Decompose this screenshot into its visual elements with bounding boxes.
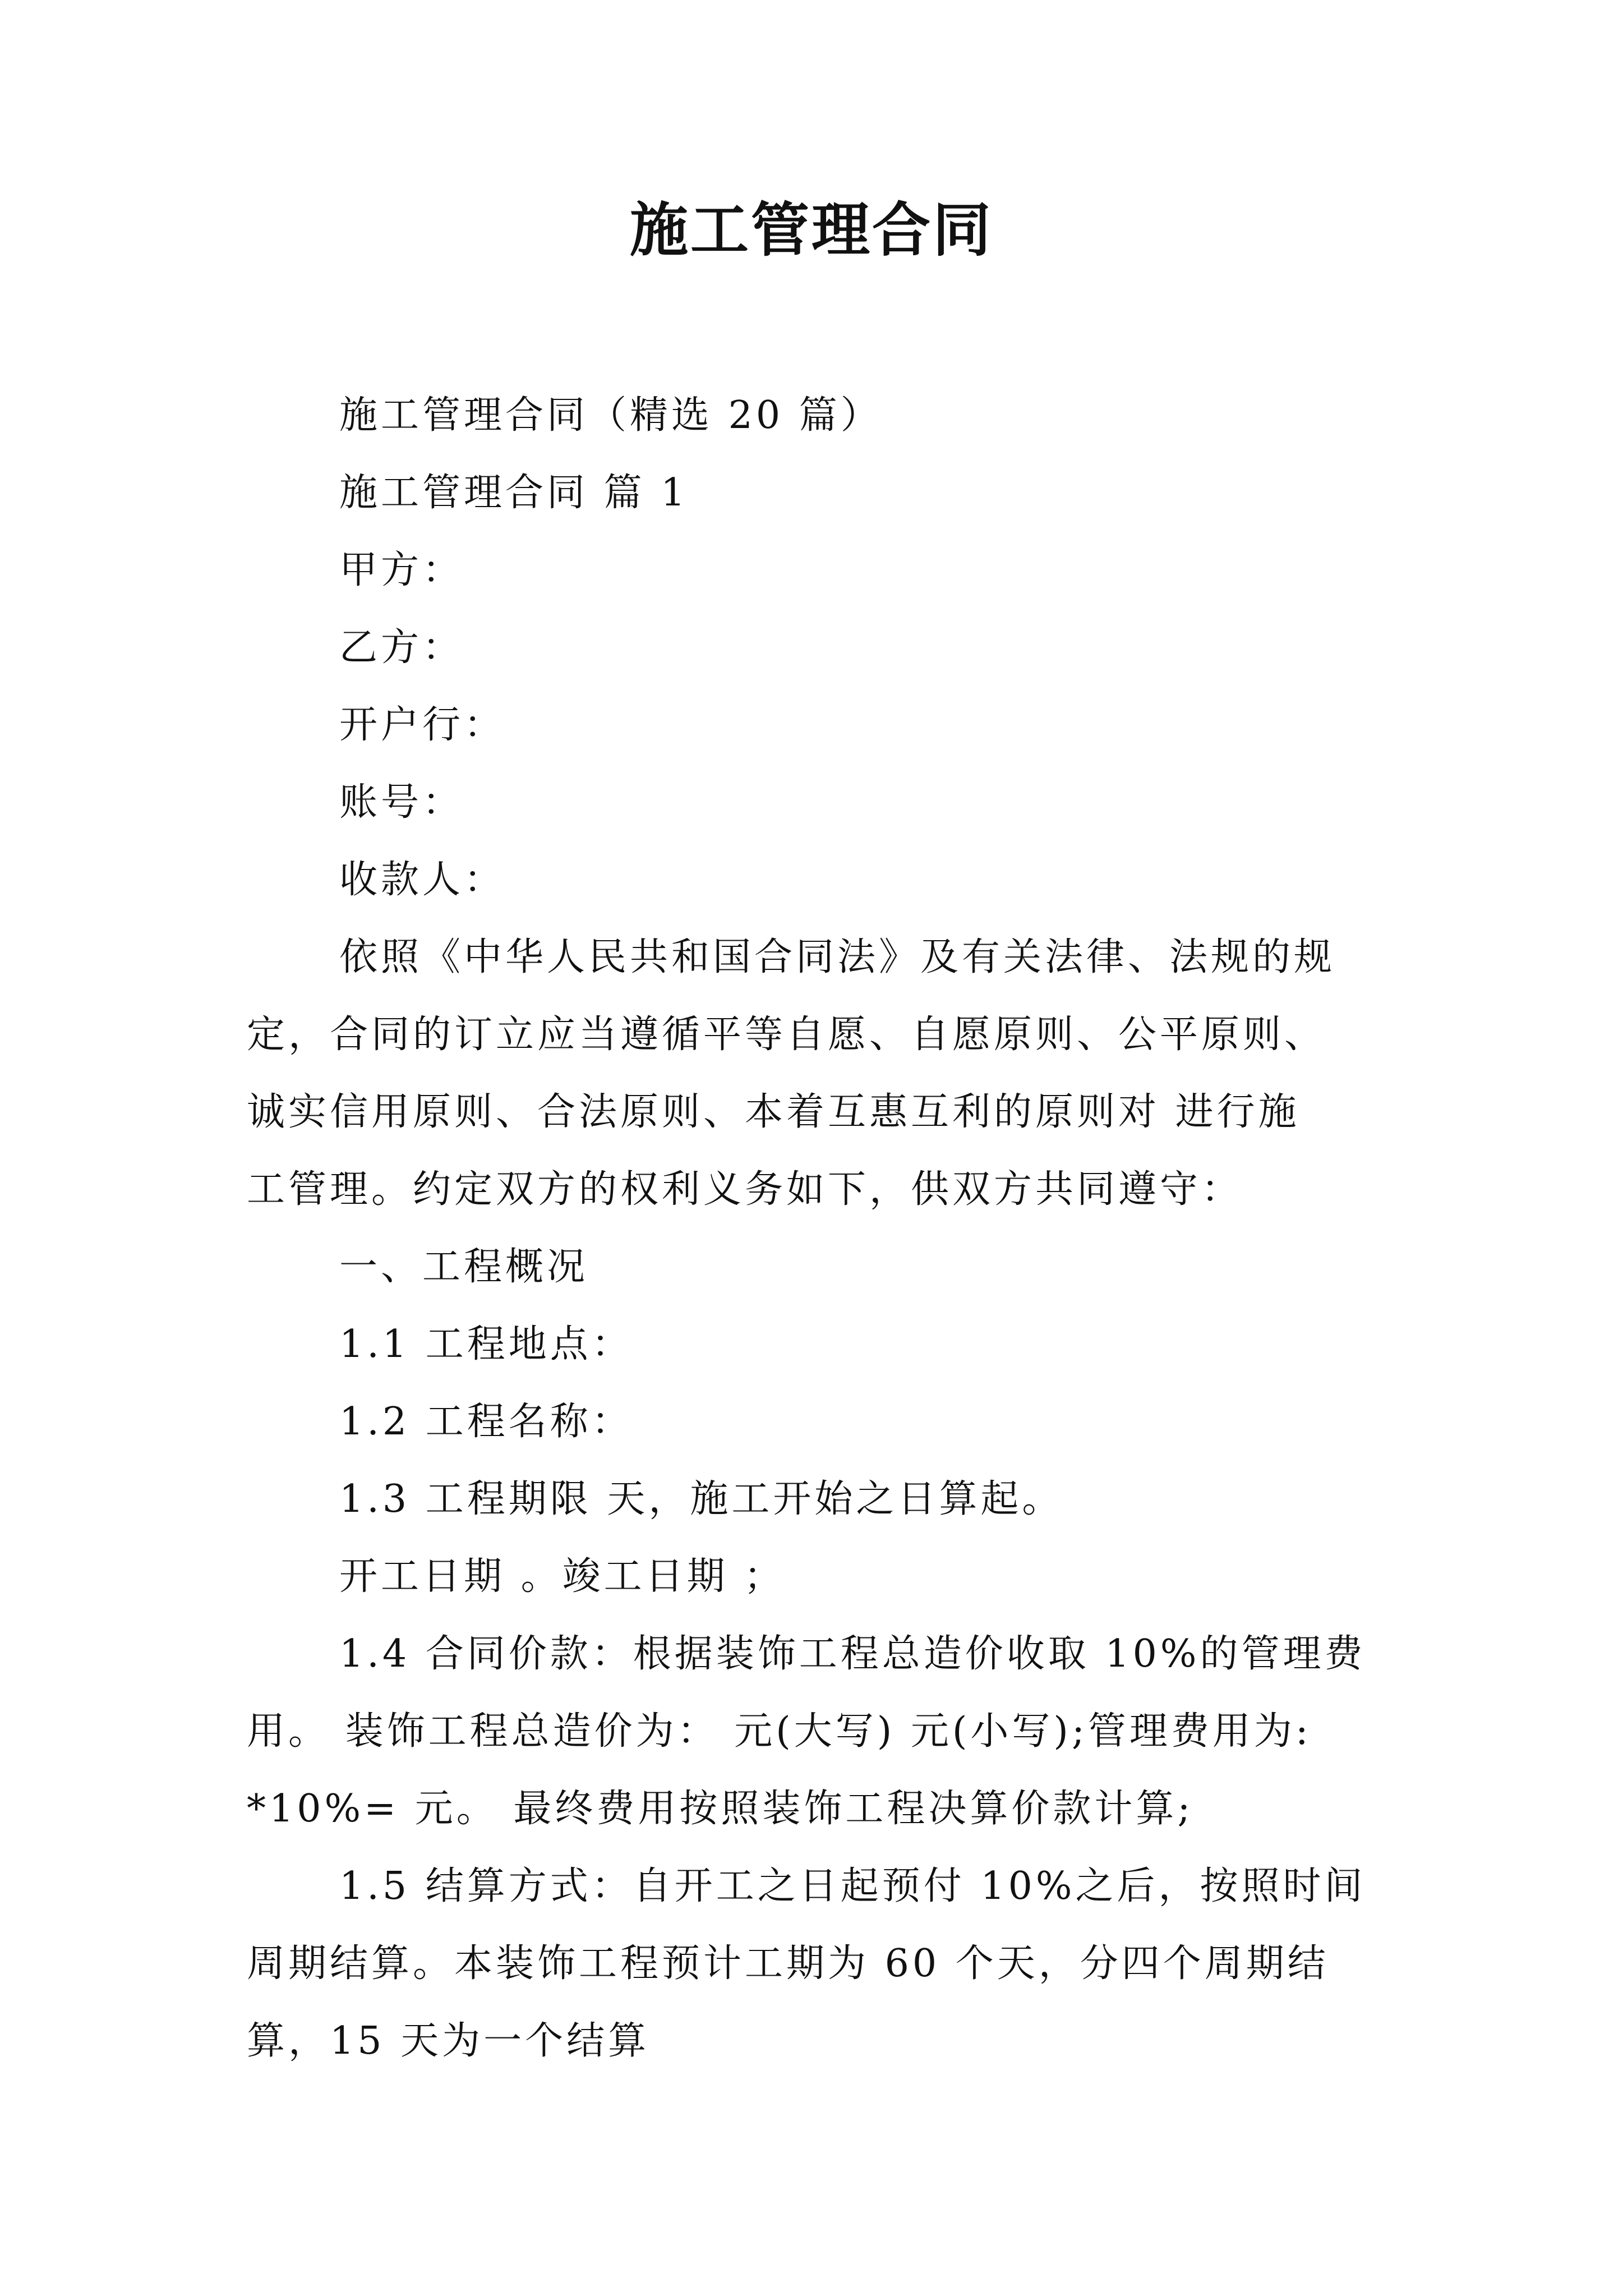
body-line: 施工管理合同（精选 20 篇） <box>339 393 882 438</box>
body-line: 乙方： <box>339 625 464 670</box>
body-line: 算，15 天为一个结算 <box>247 2019 650 2063</box>
document-body <box>247 377 1391 2080</box>
body-line: 甲方： <box>339 548 464 592</box>
body-line: 1.3 工程期限 天，施工开始之日算起。 <box>339 1477 1064 1521</box>
body-line: 工管理。约定双方的权利义务如下，供双方共同遵守： <box>247 1167 1243 1212</box>
body-line: 1.4 合同价款：根据装饰工程总造价收取 10%的管理费 <box>339 1632 1366 1676</box>
body-line: 开工日期 。竣工日期 ； <box>339 1554 786 1599</box>
body-line: 1.1 工程地点： <box>339 1322 633 1366</box>
body-line: 账号： <box>339 780 464 825</box>
body-line: 一、工程概况 <box>339 1245 589 1289</box>
body-line: 施工管理合同 篇 1 <box>339 471 689 515</box>
body-line: 周期结算。本装饰工程预计工期为 60 个天，分四个周期结 <box>247 1941 1329 1986</box>
body-line: *10%= 元。 最终费用按照装饰工程决算价款计算; <box>247 1787 1194 1831</box>
body-line: 诚实信用原则、合法原则、本着互惠互利的原则对 进行施 <box>247 1090 1300 1134</box>
body-line: 1.2 工程名称： <box>339 1400 633 1444</box>
body-line: 用。 装饰工程总造价为： 元(大写) 元(小写);管理费用为: <box>247 1709 1312 1754</box>
body-line: 1.5 结算方式：自开工之日起预付 10%之后，按照时间 <box>339 1864 1366 1908</box>
document-title: 施工管理合同 <box>629 195 993 264</box>
body-line: 收款人： <box>339 858 506 902</box>
body-line: 依照《中华人民共和国合同法》及有关法律、法规的规 <box>339 935 1336 979</box>
body-line: 定，合同的订立应当遵循平等自愿、自愿原则、公平原则、 <box>247 1013 1326 1057</box>
body-line: 开户行： <box>339 703 506 747</box>
